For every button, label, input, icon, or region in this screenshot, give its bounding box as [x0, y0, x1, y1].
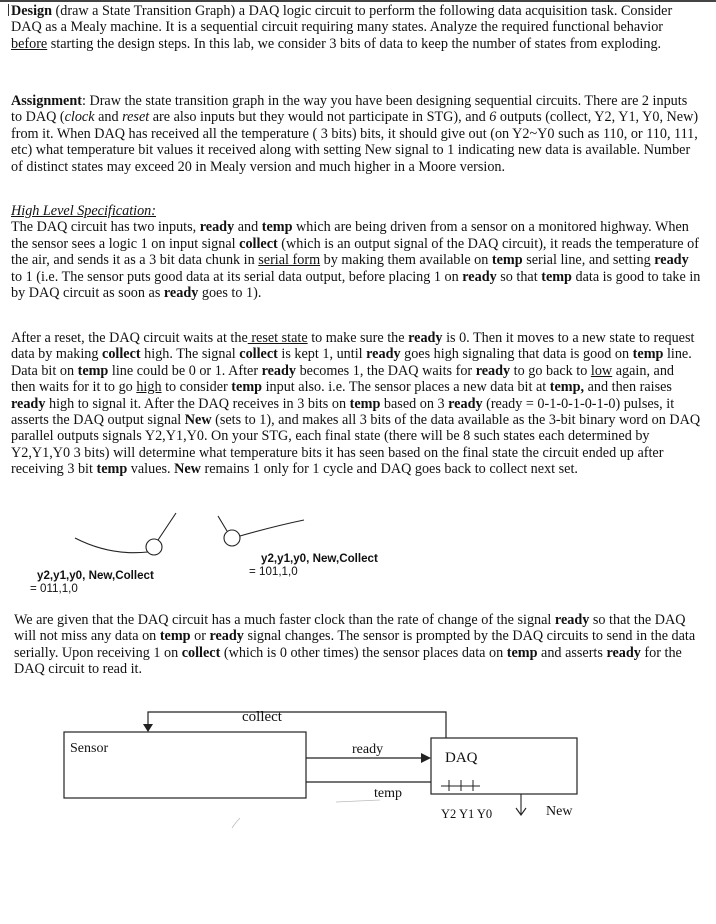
design-heading: Design — [11, 3, 52, 19]
spec-paragraph: High Level Specification: The DAQ circuit has two inputs, ready and temp which are being driven from a sensor on a monitored highway. When the sensor sees a logic 1 on input signal collect (which is an output signal of the DAQ circuit), it reads the temperature of the air, and sends it as a 3 bit data chunk in serial form by making them available on temp serial line, and setting ready to 1 (i.e. The sensor puts good data at its serial data output, before placing 1 on ready so that temp data is good to take in by DAQ circuit as soon as ready goes to 1). — [11, 203, 701, 302]
right-state-circle — [224, 530, 240, 546]
assignment-paragraph: Assignment: Draw the state transition graph in the way you have been designing sequential circuits. There are 2 inputs to DAQ (clock and reset are also inputs but they would not participate in STG), and 6 outputs (collect, Y2, Y1, Y0, New) from it. When DAQ has received all the temperature ( 3 bits) bits, it should give out (on Y2~Y0 such as 110, or 110, 111, etc) what temperature bit values it received along with setting New signal to 1 indicating new data is available. Number of distinct states may exceed 20 in Mealy version and much higher in a Moore version. — [11, 93, 699, 175]
outputs-label: Y2 Y1 Y0 — [441, 807, 493, 821]
left-state-stem — [158, 513, 176, 540]
daq-label: DAQ — [445, 750, 478, 766]
state-label-101: y2,y1,y0, New,Collect = 101,1,0 — [249, 552, 378, 578]
after-reset-paragraph: After a reset, the DAQ circuit waits at the reset state to make sure the ready is 0. Then it moves to a new state to request data by making collect high. The signal collect is kept 1, until ready goes high signaling that data is good on temp line. Data bit on temp line could be 0 or 1. After ready becomes 1, the DAQ waits for ready to go back to low again, and then waits for it to go high to consider temp input also. i.e. The sensor places a new data bit at temp, and then raises ready high to signal it. After the DAQ receives in 3 bits on temp based on 3 ready (ready = 0-1-0-1-0-1-0) pulses, it asserts the DAQ output signal New (sets to 1), and makes all 3 bits of the data available as the 3-bit binary word on DAQ parallel outputs signals Y2,Y1,Y0. On your STG, each final state (there will be 8 such states each determined by Y2,Y1,Y0 3 bits) will determine what temperature bits it has seen based on the final state the circuit ended up after receiving 3 bit temp values. New remains 1 only for 1 cycle and DAQ goes back to collect next set. — [11, 330, 701, 478]
handwritten-six: 6 — [489, 109, 497, 126]
new-label: New — [546, 804, 573, 819]
design-paragraph: Design (draw a State Transition Graph) a DAQ logic circuit to perform the following data acquisition task. Consider DAQ as a Mealy machine. It is a sequential circuit requiring many states. Analyze the required functional behavior before starting the design steps. In this lab, we consider 3 bits of data to keep the number of states from exploding. — [11, 3, 673, 52]
clock-note-paragraph: We are given that the DAQ circuit has a much faster clock than the rate of change of the signal ready so that the DAQ will not miss any data on temp or ready signal changes. The sensor is prompted by the DAQ circuits to send in the data serially. Upon receiving 1 on collect (which is 0 other times) the sensor places data on temp and asserts ready for the DAQ circuit to read it. — [14, 612, 696, 678]
ready-label: ready — [352, 742, 384, 757]
collect-wire — [148, 712, 446, 738]
left-state-circle — [146, 539, 162, 555]
assignment-heading: Assignment — [11, 93, 82, 109]
right-state-arc — [240, 520, 304, 536]
block-diagram — [0, 690, 716, 850]
stray-mark-2 — [232, 818, 240, 828]
spec-heading: High Level Specification: — [11, 203, 156, 219]
sensor-label: Sensor — [70, 741, 109, 756]
collect-label: collect — [242, 709, 282, 725]
collect-arrowhead — [143, 724, 153, 732]
left-state-arc — [75, 538, 148, 553]
temp-label: temp — [374, 786, 402, 801]
left-margin-bar — [8, 4, 9, 16]
right-state-stem — [218, 516, 227, 531]
top-border — [0, 0, 716, 2]
state-label-011: y2,y1,y0, New,Collect = 011,1,0 — [30, 569, 154, 595]
ready-arrowhead — [421, 753, 431, 763]
